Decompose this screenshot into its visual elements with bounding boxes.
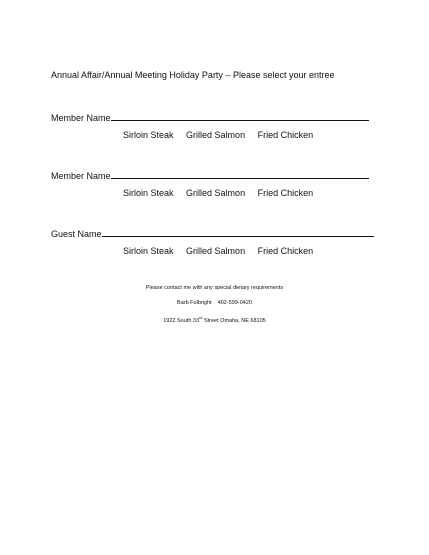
entree-option-chicken-2: Fried Chicken <box>257 188 314 198</box>
entree-option-chicken-1: Fried Chicken <box>257 130 314 140</box>
member-name-line-1 <box>51 111 369 123</box>
member-name-label-1: Member Name <box>51 113 111 123</box>
entree-option-steak-3: Sirloin Steak <box>123 246 174 256</box>
contact-name-phone: Barb Fulbright 402-599-0420 <box>177 300 252 306</box>
member-name-label-2: Member Name <box>51 171 111 181</box>
entree-options-3 <box>123 246 323 256</box>
entree-option-chicken-3: Fried Chicken <box>257 246 314 256</box>
entree-options-2 <box>123 188 323 198</box>
member-name-line-2 <box>51 169 369 181</box>
entree-option-steak-2: Sirloin Steak <box>123 188 174 198</box>
entree-option-steak-1: Sirloin Steak <box>123 130 174 140</box>
entree-options-1 <box>123 130 323 140</box>
address-suffix: Street Omaha, NE 68105 <box>202 317 266 324</box>
guest-name-label: Guest Name <box>51 229 102 239</box>
member-name-blank-1[interactable] <box>111 111 369 121</box>
page-title: Annual Affair/Annual Meeting Holiday Party – Please select your entree <box>51 70 335 80</box>
entree-option-salmon-1: Grilled Salmon <box>186 130 246 140</box>
entree-option-salmon-2: Grilled Salmon <box>186 188 246 198</box>
guest-name-blank[interactable] <box>102 227 374 237</box>
member-name-blank-2[interactable] <box>111 169 369 179</box>
dietary-note: Please contact me with any special dietary requirements <box>145 285 284 291</box>
address-prefix: 1922 South 33 <box>163 317 200 324</box>
entree-option-salmon-3: Grilled Salmon <box>186 246 246 256</box>
contact-address <box>0 316 429 324</box>
address-ordinal: rd <box>199 316 203 320</box>
guest-name-line <box>51 227 374 239</box>
